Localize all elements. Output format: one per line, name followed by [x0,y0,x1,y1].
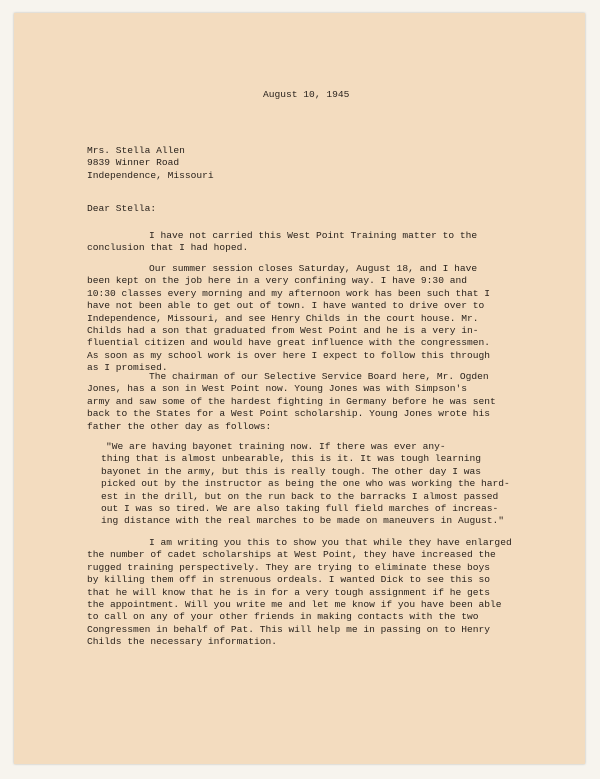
paragraph-3 [87,371,496,433]
text-line: As soon as my school work is over here I expect to follow this through [87,349,491,361]
paragraph-2 [87,263,490,375]
text-line: fluential citizen and would have great influence with the congressmen. [87,337,491,349]
text-line: Our summer session closes Saturday, August 18, and I have [149,263,478,274]
text-line: back to the States for a West Point scholarship. Young Jones wrote his [87,408,491,420]
text-line: Congressmen in behalf of Pat. This will help me in passing on to Henry [87,623,491,635]
paragraph-1 [87,230,477,255]
text-line: 10:30 classes every morning and my afternoon work has been such that I [87,287,491,299]
text-line: bayonet in the army, but this is really tough. The other day I was [101,465,481,477]
text-line: picked out by the instructor as being the one who was working the hard- [101,478,510,490]
letter-date: August 10, 1945 [263,89,350,100]
text-line: out I was so tired. We are also taking full field marches of increas- [101,503,499,515]
text-line: father the other day as follows: [87,420,272,432]
text-line: to call on any of your other friends in making contacts with the two [87,611,479,623]
quoted-letter [101,441,510,528]
text-line: "We are having bayonet training now. If there was ever any- [106,441,446,452]
text-line: Childs the necessary information. [87,636,277,648]
text-line: by killing them off in strenuous ordeals. I wanted Dick to see this so [87,574,491,586]
address-line: 9839 Winner Road [87,157,180,169]
text-line: have not been able to get out of town. I have wanted to drive over to [87,300,485,312]
address-line: Independence, Missouri [87,169,214,181]
text-line: the number of cadet scholarships at West Point, they have increased the [87,549,496,561]
text-line: Independence, Missouri, and see Henry Childs in the court house. Mr. [87,312,479,324]
text-line: that he will know that he is in for a very tough assignment if he gets [87,586,491,598]
text-line: conclusion that I had hoped. [87,242,249,254]
address-line: Mrs. Stella Allen [87,145,185,156]
text-line: I have not carried this West Point Training matter to the [149,230,478,241]
letter-page [14,13,585,764]
text-line: the appointment. Will you write me and let me know if you have been able [87,599,502,611]
text-line: The chairman of our Selective Service Board here, Mr. Ogden [149,371,489,382]
recipient-address [87,145,214,182]
text-line: ing distance with the real marches to be made on maneuvers in August." [101,515,505,527]
paragraph-4 [87,537,512,649]
text-line: est in the drill, but on the run back to the barracks I almost passed [101,490,499,502]
text-line: I am writing you this to show you that while they have enlarged [149,537,512,548]
text-line: Jones, has a son in West Point now. Young Jones was with Simpson's [87,383,467,395]
text-line: Childs had a son that graduated from West Point and he is a very in- [87,325,479,337]
text-line: rugged training perspectively. They are trying to eliminate these boys [87,561,491,573]
text-line: as I promised. [87,362,168,374]
text-line: thing that is almost unbearable, this is it. It was tough learning [101,453,481,465]
salutation: Dear Stella: [87,203,157,214]
text-line: been kept on the job here in a very confining way. I have 9:30 and [87,275,467,287]
text-line: army and saw some of the hardest fighting in Germany before he was sent [87,395,496,407]
